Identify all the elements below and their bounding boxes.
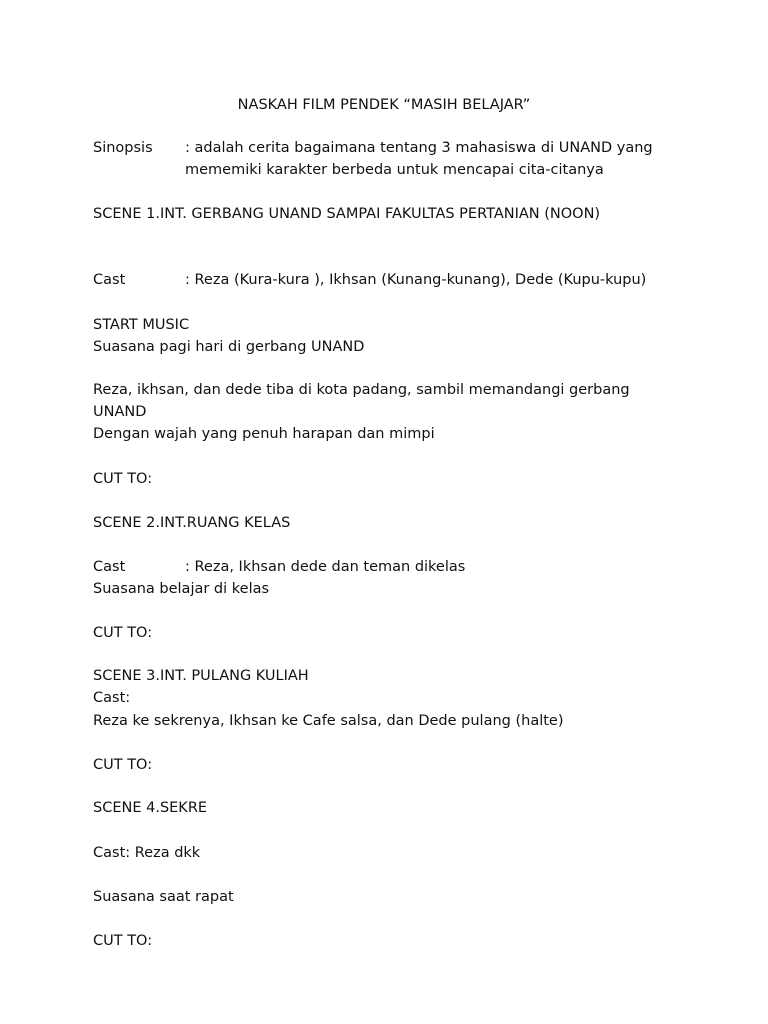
scene-1-ambience: Suasana pagi hari di gerbang UNAND: [93, 339, 365, 355]
scene-1-cast-value: : Reza (Kura-kura ), Ikhsan (Kunang-kunang), Dede (Kupu-kupu): [185, 272, 647, 288]
scene-3-action: Reza ke sekrenya, Ikhsan ke Cafe salsa, dan Dede pulang (halte): [93, 713, 564, 729]
synopsis-label: Sinopsis: [93, 140, 153, 156]
scene-1-action-line-1: Reza, ikhsan, dan dede tiba di kota padang, sambil memandangi gerbang: [93, 382, 630, 398]
scene-2-cast-value: : Reza, Ikhsan dede dan teman dikelas: [185, 559, 466, 575]
document-title: NASKAH FILM PENDEK “MASIH BELAJAR”: [237, 97, 531, 113]
scene-4-cast: Cast: Reza dkk: [93, 845, 201, 861]
synopsis-text-line-2: mememiki karakter berbeda untuk mencapai cita-citanya: [185, 162, 604, 178]
scene-1-cast-label: Cast: [93, 272, 126, 288]
scene-2-transition: CUT TO:: [93, 625, 153, 641]
scene-1-action-line-2: UNAND: [93, 404, 147, 420]
synopsis-text-line-1: : adalah cerita bagaimana tentang 3 mahasiswa di UNAND yang: [185, 140, 653, 156]
scene-2-heading: SCENE 2.INT.RUANG KELAS: [93, 515, 291, 531]
scene-4-transition: CUT TO:: [93, 933, 153, 949]
scene-3-transition: CUT TO:: [93, 757, 153, 773]
scene-3-heading: SCENE 3.INT. PULANG KULIAH: [93, 668, 309, 684]
scene-3-cast-label: Cast:: [93, 690, 131, 706]
scene-1-music-cue: START MUSIC: [93, 317, 190, 333]
scene-1-heading: SCENE 1.INT. GERBANG UNAND SAMPAI FAKULTAS PERTANIAN (NOON): [93, 206, 601, 222]
scene-2-cast-label: Cast: [93, 559, 126, 575]
scene-4-ambience: Suasana saat rapat: [93, 889, 234, 905]
scene-4-heading: SCENE 4.SEKRE: [93, 800, 208, 816]
scene-2-ambience: Suasana belajar di kelas: [93, 581, 270, 597]
scene-1-transition: CUT TO:: [93, 471, 153, 487]
scene-1-action-line-3: Dengan wajah yang penuh harapan dan mimpi: [93, 426, 435, 442]
